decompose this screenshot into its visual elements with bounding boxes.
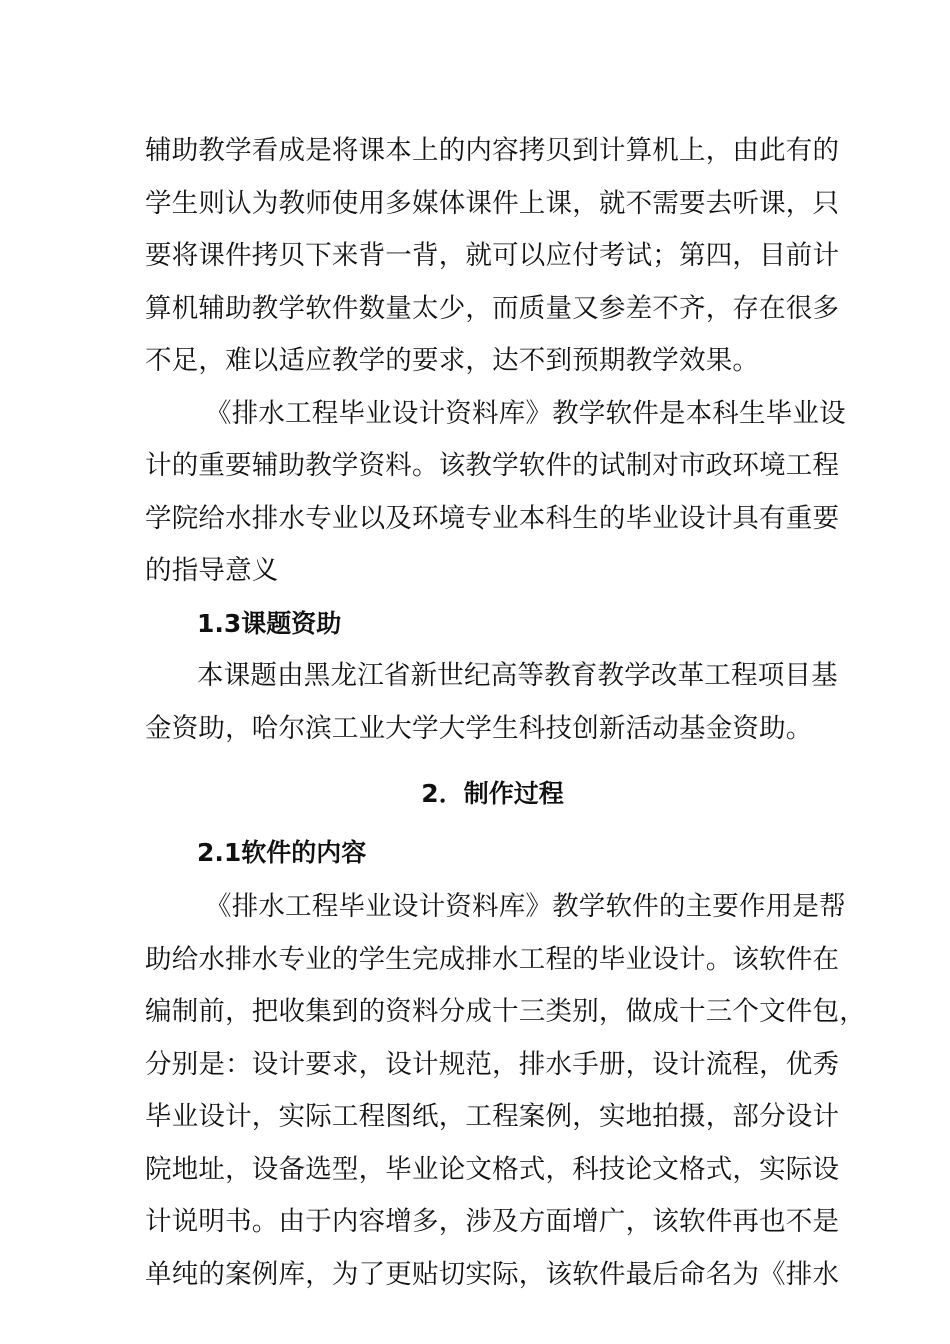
text-line: 学生则认为教师使用多媒体课件上课，就不需要去听课，只 (145, 187, 840, 219)
text-line: 《排水工程毕业设计资料库》教学软件的主要作用是帮 (205, 891, 846, 922)
text-line: 本课题由黑龙江省新世纪高等教育教学改革工程项目基 (197, 660, 838, 691)
text-line: 不足，难以适应教学的要求，达不到预期教学效果。 (145, 345, 760, 376)
text-line: 计说明书。由于内容增多，涉及方面增广，该软件再也不是 (145, 1206, 840, 1237)
text-line: 计的重要辅助教学资料。该教学软件的试制对市政环境工程 (145, 450, 840, 481)
paragraph-funding (145, 650, 840, 755)
text-line: 编制前，把收集到的资料分成十三类别，做成十三个文件包， (145, 996, 866, 1027)
text-line: 算机辅助教学软件数量太少，而质量又参差不齐，存在很多 (145, 292, 840, 324)
text-line: 学院给水排水专业以及环境专业本科生的毕业设计具有重要 (145, 502, 840, 534)
section-title-2: 2．制作过程 (421, 779, 564, 808)
text-line: 的指导意义 (145, 555, 279, 586)
text-line: 单纯的案例库，为了更贴切实际，该软件最后命名为《排水 (145, 1258, 840, 1290)
text-line: 要将课件拷贝下来背一背，就可以应付考试；第四，目前计 (145, 240, 840, 271)
paragraph-continuation (145, 125, 840, 388)
paragraph-software-significance (145, 388, 846, 598)
text-line: 辅助教学看成是将课本上的内容拷贝到计算机上，由此有的 (145, 135, 840, 166)
text-line: 毕业设计，实际工程图纸，工程案例，实地拍摄，部分设计 (145, 1101, 840, 1132)
paragraph-software-content (145, 881, 866, 1301)
text-line: 院地址，设备选型，毕业论文格式，科技论文格式，实际设 (145, 1153, 840, 1185)
text-line: 助给水排水专业的学生完成排水工程的毕业设计。该软件在 (145, 943, 840, 975)
text-line: 《排水工程毕业设计资料库》教学软件是本科生毕业设 (205, 397, 846, 429)
heading-1-3: 1.3课题资助 (197, 608, 342, 638)
text-line: 分别是：设计要求，设计规范，排水手册，设计流程，优秀 (145, 1048, 840, 1080)
heading-2-1: 2.1软件的内容 (197, 838, 367, 867)
document-page (145, 125, 866, 1301)
text-line: 金资助，哈尔滨工业大学大学生科技创新活动基金资助。 (145, 712, 813, 744)
